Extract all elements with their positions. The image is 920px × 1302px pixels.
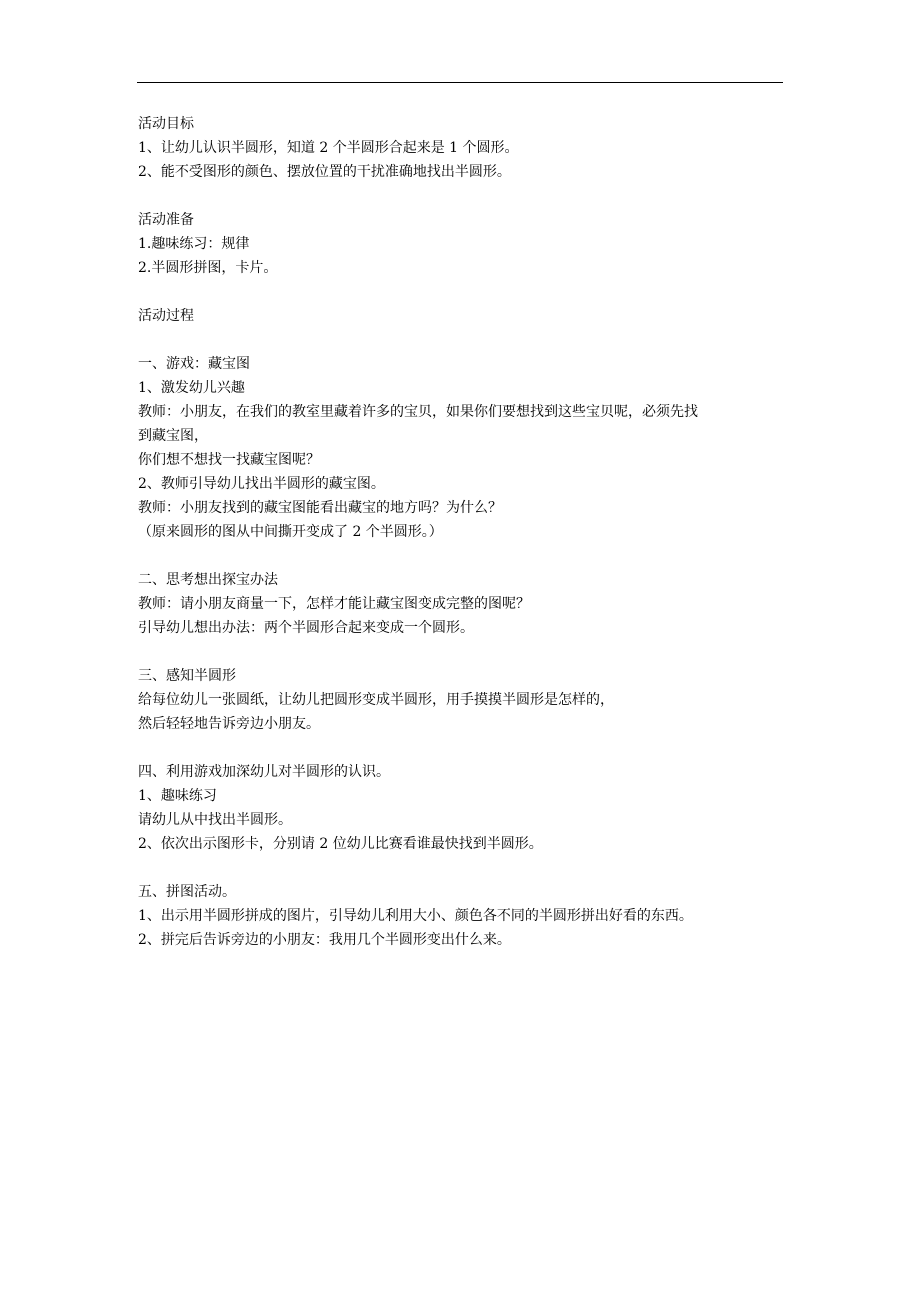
text-line: 教师：小朋友找到的藏宝图能看出藏宝的地方吗？为什么？	[138, 500, 502, 516]
text-line: （原来圆形的图从中间撕开变成了 2 个半圆形。）	[138, 524, 443, 540]
text-line: 到藏宝图，	[138, 428, 208, 444]
step-two-section	[138, 568, 788, 640]
step-heading: 四、利用游戏加深幼儿对半圆形的认识。	[138, 764, 390, 780]
text-line: 你们想不想找一找藏宝图呢？	[138, 452, 320, 468]
text-line: 1、出示用半圆形拼成的图片，引导幼儿利用大小、颜色各不同的半圆形拼出好看的东西。	[138, 908, 693, 924]
step-five-section	[138, 880, 788, 952]
document-body	[138, 112, 788, 952]
section-heading: 活动过程	[138, 308, 194, 324]
step-four-section	[138, 760, 788, 856]
paragraph-gap	[138, 640, 788, 664]
step-heading: 五、拼图活动。	[138, 884, 236, 900]
text-line: 2、教师引导幼儿找出半圆形的藏宝图。	[138, 476, 385, 492]
text-line: 2、拼完后告诉旁边的小朋友：我用几个半圆形变出什么来。	[138, 932, 511, 948]
list-item: 2.半圆形拼图，卡片。	[138, 260, 278, 276]
goals-section	[138, 112, 788, 184]
text-line: 然后轻轻地告诉旁边小朋友。	[138, 716, 320, 732]
text-line: 教师：请小朋友商量一下，怎样才能让藏宝图变成完整的图呢？	[138, 596, 530, 612]
section-heading: 活动目标	[138, 116, 194, 132]
paragraph-gap	[138, 184, 788, 208]
paragraph-gap	[138, 328, 788, 352]
text-line: 请幼儿从中找出半圆形。	[138, 812, 292, 828]
preparation-section	[138, 208, 788, 280]
list-item: 1、让幼儿认识半圆形，知道 2 个半圆形合起来是 1 个圆形。	[138, 140, 519, 156]
section-heading: 活动准备	[138, 212, 194, 228]
text-line: 引导幼儿想出办法：两个半圆形合起来变成一个圆形。	[138, 620, 474, 636]
list-item: 2、能不受图形的颜色、摆放位置的干扰准确地找出半圆形。	[138, 164, 511, 180]
paragraph-gap	[138, 280, 788, 304]
text-line: 1、趣味练习	[138, 788, 217, 804]
process-section	[138, 304, 788, 328]
paragraph-gap	[138, 736, 788, 760]
text-line: 2、依次出示图形卡，分别请 2 位幼儿比赛看谁最快找到半圆形。	[138, 836, 543, 852]
step-one-section	[138, 352, 788, 544]
step-three-section	[138, 664, 788, 736]
paragraph-gap	[138, 856, 788, 880]
step-heading: 一、游戏：藏宝图	[138, 356, 250, 372]
text-line: 给每位幼儿一张圆纸，让幼儿把圆形变成半圆形，用手摸摸半圆形是怎样的，	[138, 692, 614, 708]
step-heading: 二、思考想出探宝办法	[138, 572, 278, 588]
paragraph-gap	[138, 544, 788, 568]
text-line: 1、激发幼儿兴趣	[138, 380, 245, 396]
text-line: 教师：小朋友，在我们的教室里藏着许多的宝贝，如果你们要想找到这些宝贝呢，必须先找	[138, 404, 698, 420]
list-item: 1.趣味练习：规律	[138, 236, 250, 252]
header-rule	[137, 82, 783, 83]
step-heading: 三、感知半圆形	[138, 668, 236, 684]
